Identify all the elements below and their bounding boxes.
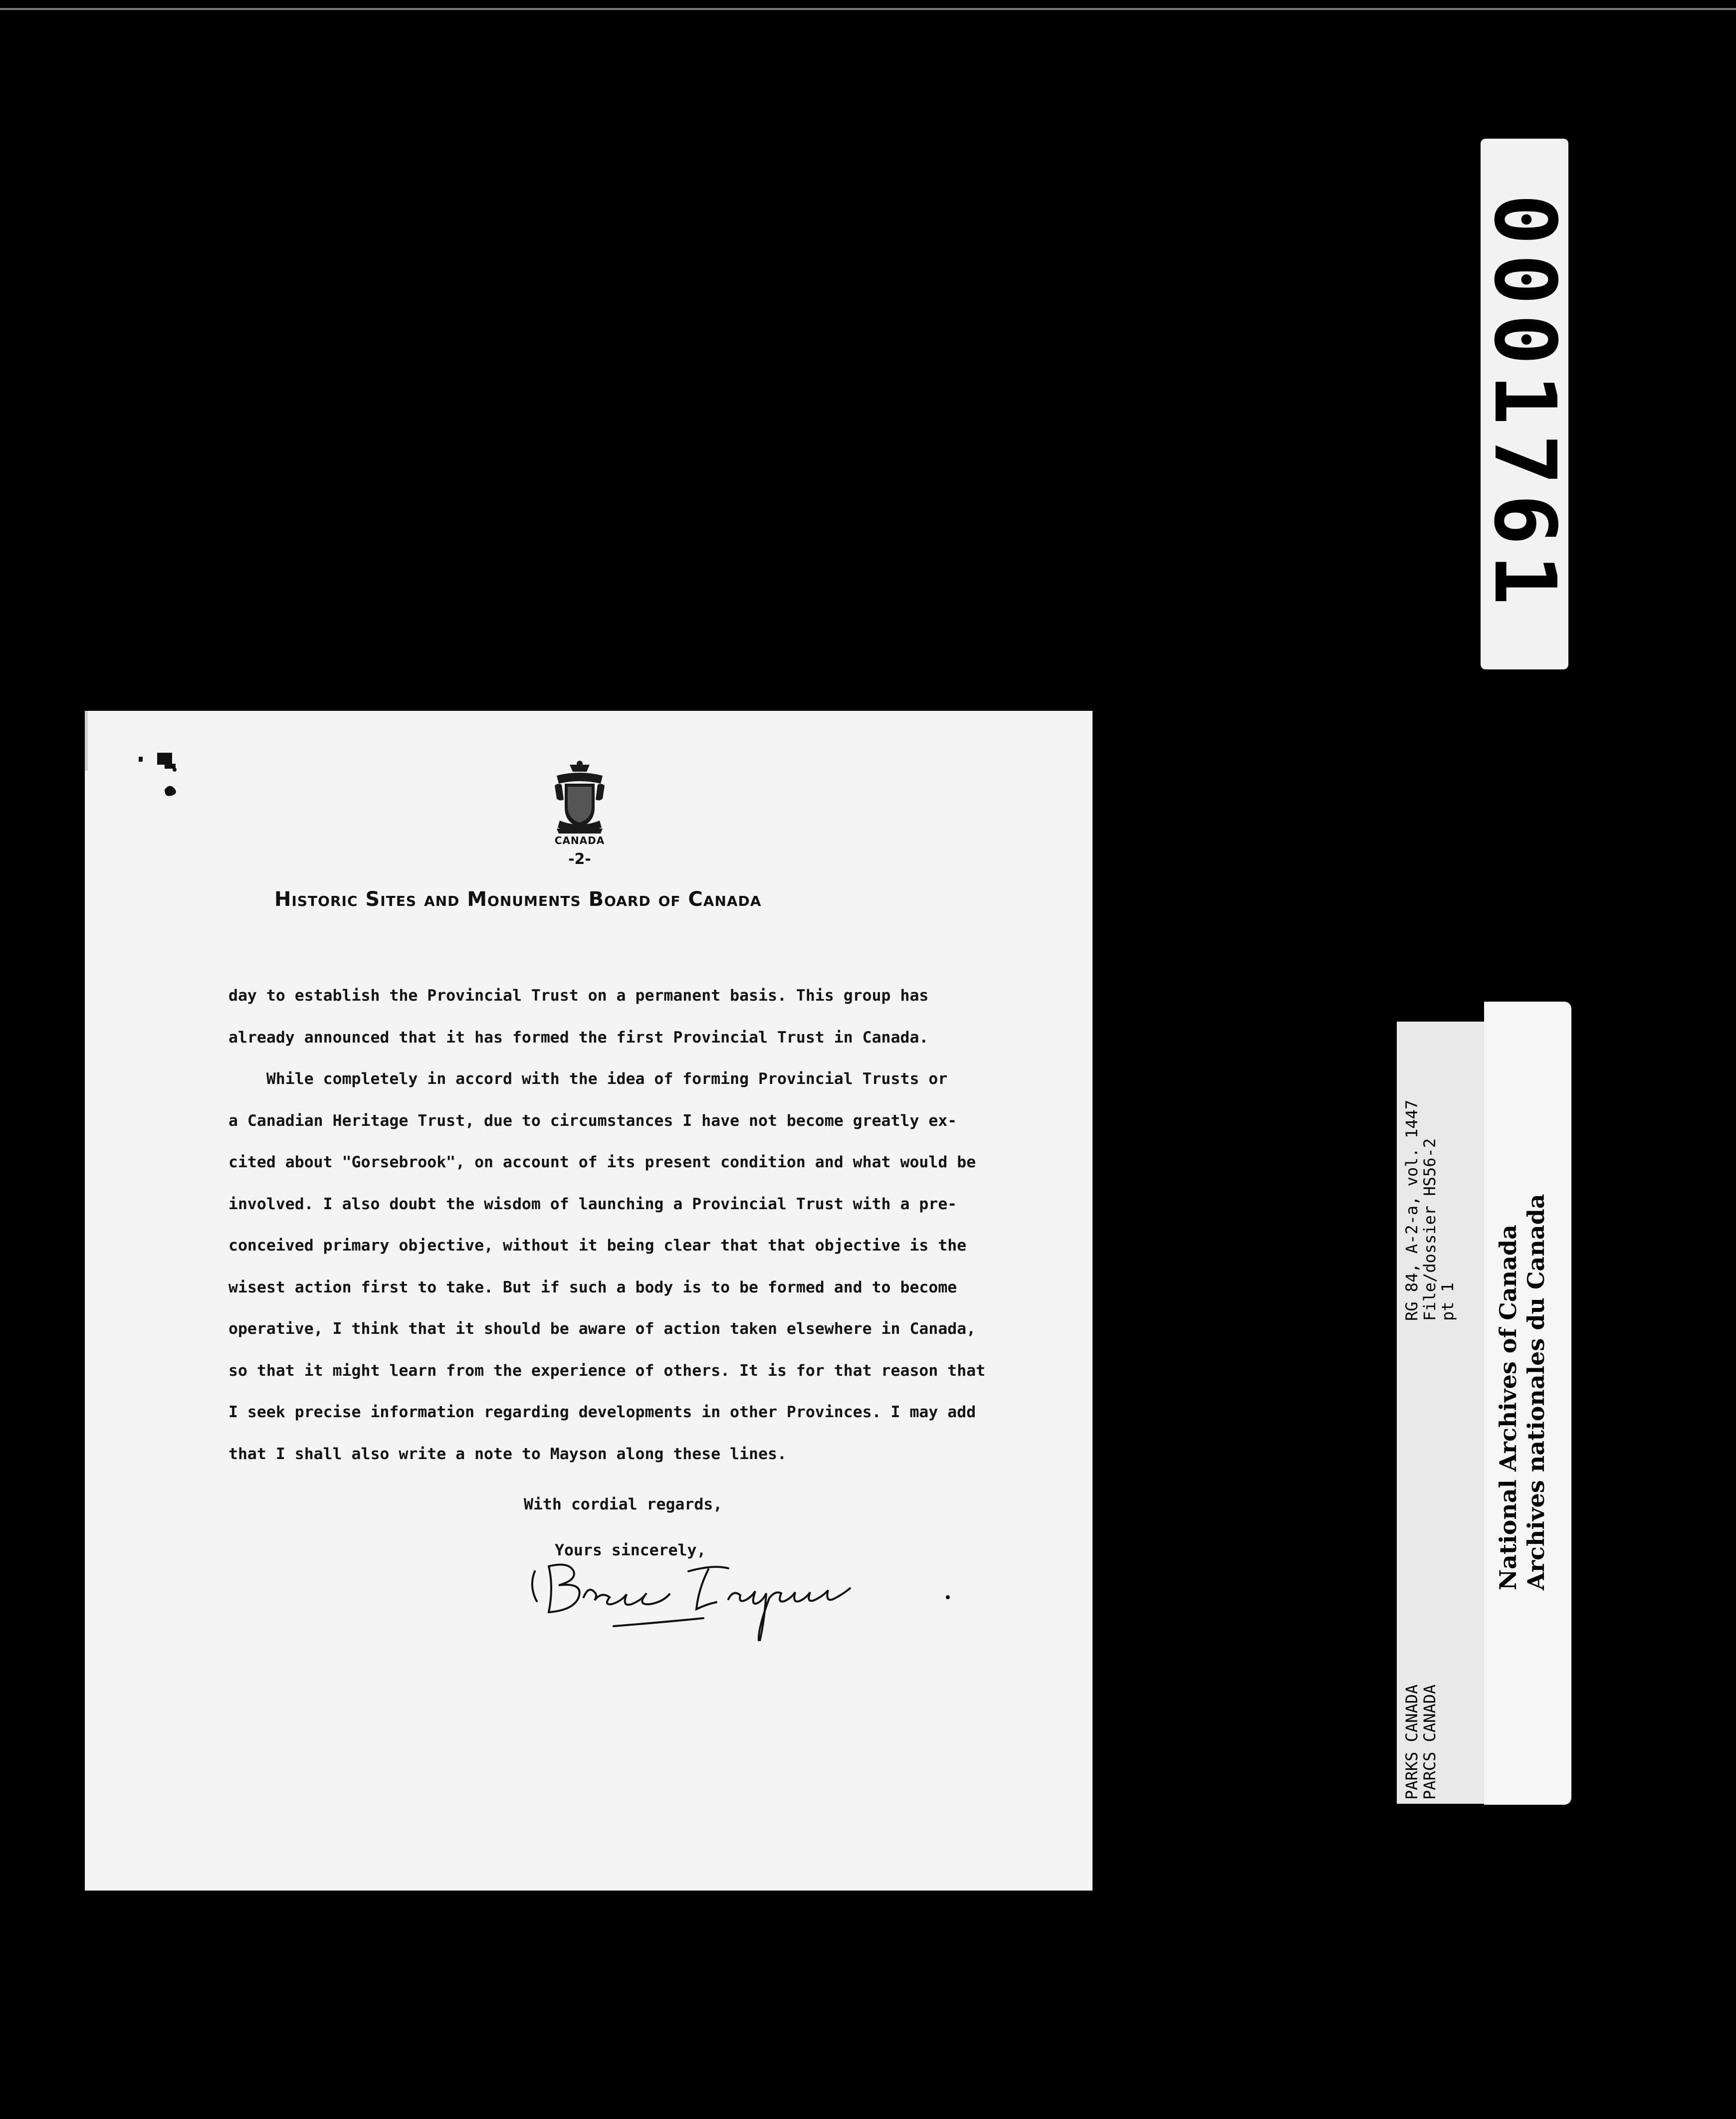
valediction-line: Yours sincerely,	[555, 1541, 706, 1559]
institution-line-en: National Archives of Canada	[1495, 1225, 1521, 1590]
canada-coat-of-arms-icon	[550, 761, 610, 836]
archive-reference-label	[1397, 1022, 1484, 1804]
crest-caption: CANADA	[554, 835, 605, 847]
body-line: While completely in accord with the idea of forming Provincial Trusts or	[228, 1070, 948, 1088]
organization-heading: Historic Sites and Monuments Board of Canada	[274, 888, 762, 911]
frame-number-strip	[1475, 139, 1574, 669]
body-line: day to establish the Provincial Trust on a permanent basis. This group has	[228, 987, 929, 1005]
letter-page	[85, 711, 1092, 1891]
reference-line-3: pt 1	[1438, 1282, 1457, 1321]
page-number: -2-	[568, 850, 591, 868]
body-line: cited about "Gorsebrook", on account of its present condition and what would be	[228, 1153, 976, 1171]
body-line: conceived primary objective, without it being clear that that objective is the	[228, 1237, 967, 1255]
department-line-fr: PARCS CANADA	[1420, 1684, 1439, 1800]
closing-line: With cordial regards,	[524, 1495, 723, 1513]
body-line: operative, I think that it should be aware of action taken elsewhere in Canada,	[228, 1320, 976, 1338]
frame-number: 0001761	[1475, 194, 1574, 615]
institution-line-fr: Archives nationales du Canada	[1522, 1194, 1549, 1590]
body-line: involved. I also doubt the wisdom of launching a Provincial Trust with a pre-	[228, 1195, 957, 1213]
archive-institution-label	[1484, 1002, 1571, 1805]
letter-body	[228, 975, 1077, 1475]
body-line: I seek precise information regarding developments in other Provinces. I may add	[228, 1403, 976, 1421]
ink-specks	[135, 751, 205, 806]
reference-line-2: File/dossier HS56-2	[1420, 1138, 1439, 1321]
body-line: so that it might learn from the experience of others. It is for that reason that	[228, 1361, 986, 1380]
page-edge-shadow	[85, 711, 88, 771]
body-line: that I shall also write a note to Mayson along these lines.	[228, 1445, 787, 1463]
film-edge-line	[0, 8, 1736, 10]
body-line: already announced that it has formed the first Provincial Trust in Canada.	[228, 1028, 929, 1047]
handwritten-signature	[529, 1551, 958, 1641]
body-line: wisest action first to take. But if such a body is to be formed and to become	[228, 1278, 957, 1296]
body-line: a Canadian Heritage Trust, due to circumstances I have not become greatly ex-	[228, 1111, 957, 1130]
department-line-en: PARKS CANADA	[1402, 1684, 1421, 1800]
reference-line-1: RG 84, A-2-a, vol. 1447	[1402, 1099, 1421, 1321]
